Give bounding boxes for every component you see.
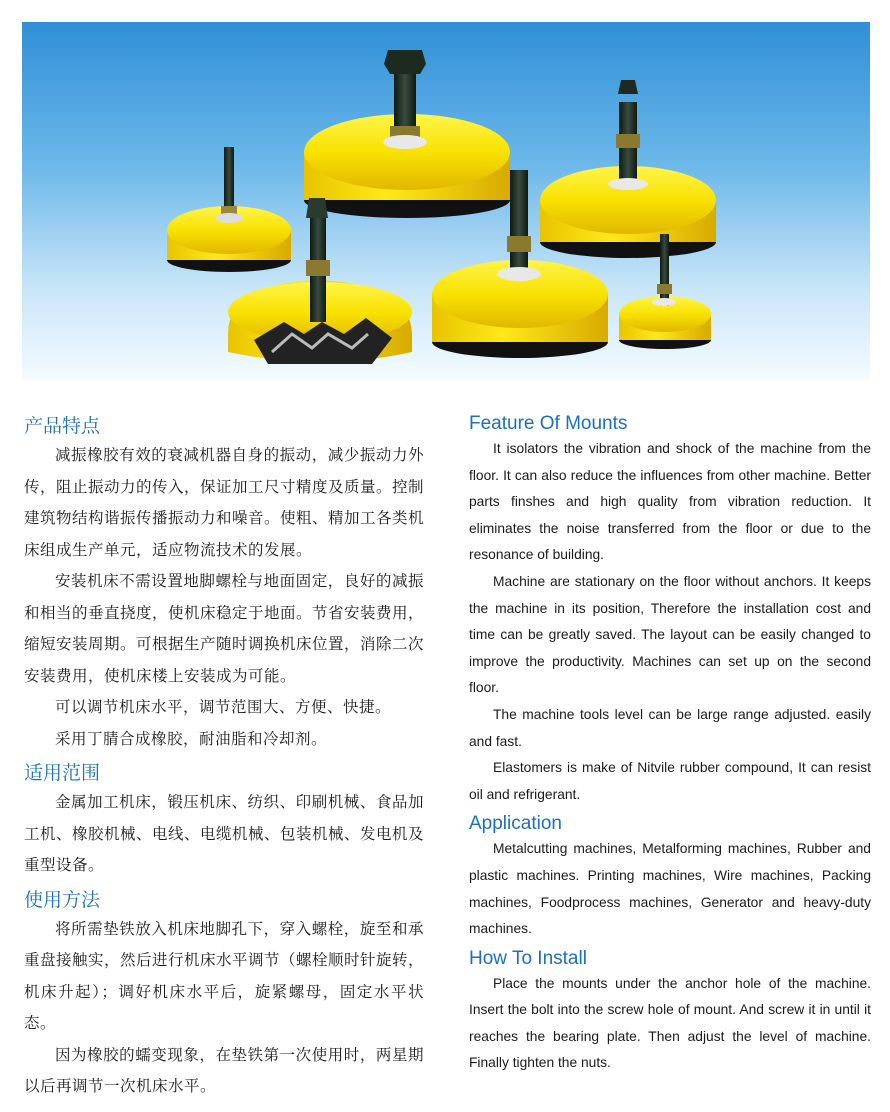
chinese-column (24, 408, 424, 1103)
en-paragraph: Machine are stationary on the floor without anchors. It keeps the machine in its position, Therefore the installation cost and time can be greatly saved. The layout can be easily changed to improve the productivity. Machines can set up on the second floor. (469, 573, 871, 696)
product-photo (22, 22, 870, 380)
cn-paragraph: 可以调节机床水平，调节范围大、方便、快捷。 (55, 698, 392, 716)
cn-paragraph: 金属加工机床，锻压机床、纺织、印刷机械、食品加工机、橡胶机械、电线、电缆机械、包装机械、发电机及重型设备。 (24, 793, 425, 874)
cn-section-application (24, 759, 424, 882)
en-paragraph: Metalcutting machines, Metalforming machines, Rubber and plastic machines. Printing machines, Wire machines, Packing machines, Foodprocess machines, Generator and heavy-duty machines. (469, 841, 871, 937)
en-section-application (469, 812, 871, 942)
mount-right-top (540, 80, 716, 258)
mounts-illustration (22, 22, 870, 380)
en-heading-features: Feature Of Mounts (469, 413, 628, 434)
en-paragraph: It isolators the vibration and shock of the machine from the floor. It can also reduce the influences from other machine. Better parts finshes and high quality from vibration reduction. It eliminates the noise transferred from the floor or due to the resonance of building. (469, 441, 871, 563)
mount-small-left (167, 147, 291, 272)
en-paragraph: Elastomers is make of Nitvile rubber compound, It can resist oil and refrigerant. (469, 760, 871, 802)
english-column (469, 408, 871, 1077)
en-paragraph: Place the mounts under the anchor hole of the machine. Insert the bolt into the screw hole of mount. And screw it in until it reaches the bearing plate. Then adjust the level of machine. Finally tighten the nuts. (469, 975, 871, 1071)
cn-paragraph: 安装机床不需设置地脚螺栓与地面固定，良好的减振和相当的垂直挠度，使机床稳定于地面。节省安装费用，缩短安装周期。可根据生产随时调换机床位置，消除二次安装费用，使机床楼上安装成为可能。 (24, 572, 425, 685)
cn-paragraph: 采用丁腈合成橡胶，耐油脂和冷却剂。 (55, 729, 328, 748)
cn-paragraph: 因为橡胶的蠕变现象，在垫铁第一次使用时，两星期以后再调节一次机床水平。 (24, 1045, 424, 1095)
cn-heading-usage: 使用方法 (24, 888, 101, 911)
cn-heading-features: 产品特点 (24, 415, 101, 437)
en-section-features (469, 412, 871, 808)
mount-large-center (304, 50, 510, 218)
en-paragraph: The machine tools level can be large range adjusted. easily and fast. (469, 706, 871, 749)
cn-section-features (24, 412, 424, 755)
cn-heading-application: 适用范围 (24, 762, 101, 784)
cn-paragraph: 减振橡胶有效的衰减机器自身的振动，减少振动力外传，阻止振动力的传入，保证加工尺寸精度及质量。控制建筑物结构谐振传播振动力和噪音。使粗、精加工各类机床组成生产单元，适应物流技术的发展。 (24, 446, 425, 559)
cn-paragraph: 将所需垫铁放入机床地脚孔下，穿入螺栓，旋至和承重盘接触实，然后进行机床水平调节（螺栓顺时针旋转，机床升起）；调好机床水平后，旋紧螺母，固定水平状态。 (24, 919, 425, 1032)
en-heading-install: How To Install (469, 947, 587, 969)
en-section-install (469, 947, 871, 1077)
cn-section-usage (24, 886, 424, 1103)
en-heading-application: Application (469, 813, 562, 835)
